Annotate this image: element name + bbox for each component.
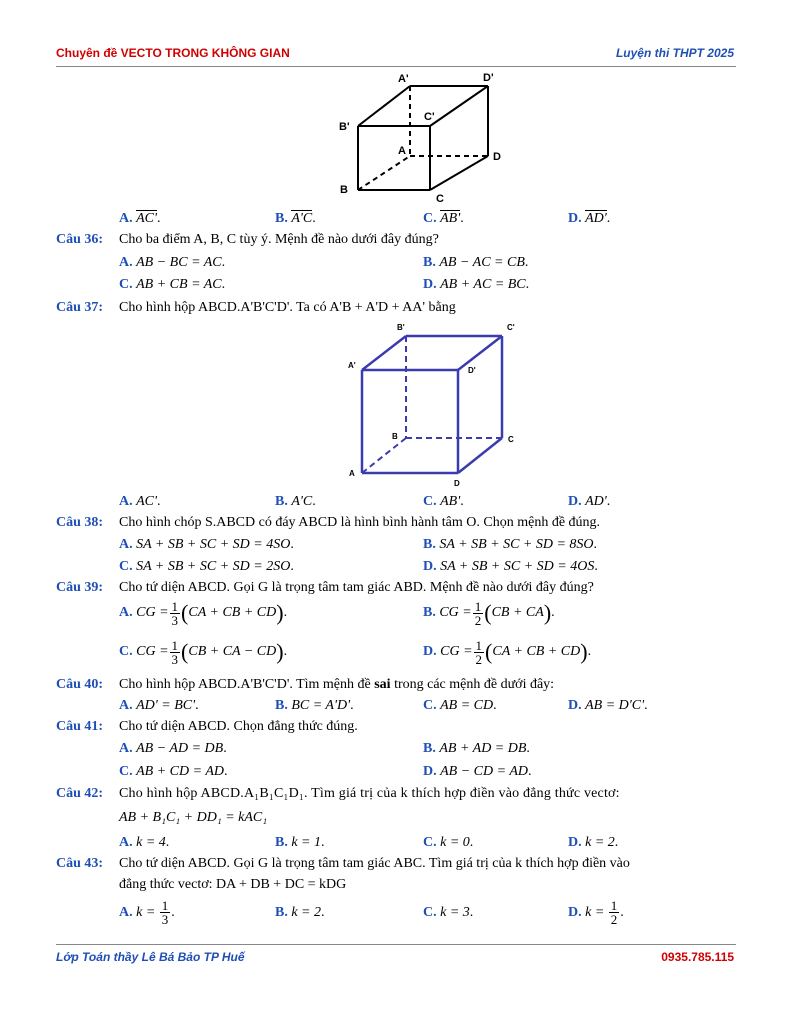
q36-text: Cho ba điểm A, B, C tùy ý. Mệnh đề nào dưới đây đúng? bbox=[119, 232, 439, 247]
vertex-label: D bbox=[493, 151, 501, 163]
q41-option-a[interactable]: A. AB − AD = DB. bbox=[119, 741, 227, 756]
fraction: $\frac{1}{2}$ bbox=[610, 898, 618, 928]
hidden-edge bbox=[362, 438, 406, 473]
vertex-label: C bbox=[436, 193, 444, 205]
q41-number: Câu 41: bbox=[56, 719, 104, 734]
edge bbox=[458, 438, 502, 473]
header-topic: Chuyên đề VECTO TRONG KHÔNG GIAN bbox=[56, 46, 290, 60]
q40-option-b[interactable]: B. BC = A'D'. bbox=[275, 698, 354, 713]
q35-option-d[interactable]: D. AD'. bbox=[568, 211, 611, 226]
page-header bbox=[56, 44, 736, 67]
vertex-label: B' bbox=[339, 121, 350, 133]
header-course: Luyện thi THPT 2025 bbox=[615, 46, 734, 60]
q36-option-d[interactable]: D. AB + AC = BC. bbox=[423, 277, 530, 292]
q40-option-c[interactable]: C. AB = CD. bbox=[423, 698, 497, 713]
vertex-label: D bbox=[454, 479, 460, 488]
q41-option-d[interactable]: D. AB − CD = AD. bbox=[423, 764, 532, 779]
edge bbox=[430, 86, 488, 126]
q35-option-c[interactable]: C. AB'. bbox=[423, 211, 464, 226]
fraction: $\frac{1}{3}$ bbox=[171, 637, 179, 667]
q37-option-b[interactable]: B. A'C. bbox=[275, 494, 316, 509]
q38-option-a[interactable]: A. SA + SB + SC + SD = 4SO. bbox=[119, 537, 294, 552]
vertex-label: C' bbox=[424, 111, 435, 123]
q39-option-c[interactable]: C. CG = $\frac{1}{3}$ (CB + CA − CD). bbox=[119, 637, 288, 667]
q39-option-a[interactable]: A. CG = $\frac{1}{3}$ (CA + CB + CD). bbox=[119, 598, 288, 628]
q36-option-c[interactable]: C. AB + CB = AC. bbox=[119, 277, 226, 292]
q37-text: Cho hình hộp ABCD.A'B'C'D'. Ta có A'B + A'D + AA' bằng bbox=[119, 300, 456, 315]
page-footer bbox=[56, 944, 736, 967]
vertex-label: C bbox=[508, 435, 514, 444]
q36-option-a[interactable]: A. AB − BC = AC. bbox=[119, 255, 226, 270]
q39-option-b[interactable]: B. CG = $\frac{1}{2}$ (CB + CA). bbox=[423, 598, 555, 628]
q36-number: Câu 36: bbox=[56, 232, 104, 247]
figure-box-2 bbox=[342, 320, 524, 490]
q39-text: Cho tứ diện ABCD. Gọi G là trọng tâm tam giác ABD. Mệnh đề nào dưới đây đúng? bbox=[119, 580, 594, 595]
q38-option-b[interactable]: B. SA + SB + SC + SD = 8SO. bbox=[423, 537, 598, 552]
q43-text: Cho tứ diện ABCD. Gọi G là trọng tâm tam giác ABC. Tìm giá trị của k thích hợp điền vào bbox=[119, 856, 630, 871]
q37-option-d[interactable]: D. AD'. bbox=[568, 494, 611, 509]
q41-option-c[interactable]: C. AB + CD = AD. bbox=[119, 764, 228, 779]
q43-option-d[interactable]: D. k = $\frac{1}{2}$ . bbox=[568, 898, 624, 928]
vertex-label: B' bbox=[397, 323, 405, 332]
edge bbox=[358, 86, 410, 126]
vertex-label: C' bbox=[507, 323, 515, 332]
q35-option-a[interactable]: A. AC'. bbox=[119, 211, 161, 226]
q40-option-d[interactable]: D. AB = D'C'. bbox=[568, 698, 648, 713]
q37-option-c[interactable]: C. AB'. bbox=[423, 494, 464, 509]
hidden-edge bbox=[358, 156, 410, 190]
q43-text-line2: đẳng thức vectơ: DA + DB + DC = kDG bbox=[119, 877, 347, 892]
q36-option-b[interactable]: B. AB − AC = CB. bbox=[423, 255, 529, 270]
vertex-label: A bbox=[398, 145, 406, 157]
q37-option-a[interactable]: A. AC'. bbox=[119, 494, 161, 509]
q42-equation: AB + B₁C₁ + DD₁ = kAC₁ bbox=[119, 810, 268, 825]
q38-text: Cho hình chóp S.ABCD có đáy ABCD là hình bình hành tâm O. Chọn mệnh đề đúng. bbox=[119, 515, 601, 530]
q41-option-b[interactable]: B. AB + AD = DB. bbox=[423, 741, 530, 756]
q38-option-d[interactable]: D. SA + SB + SC + SD = 4OS. bbox=[423, 559, 598, 574]
q38-number: Câu 38: bbox=[56, 515, 104, 530]
vertex-label: B bbox=[392, 432, 398, 441]
q40-number: Câu 40: bbox=[56, 677, 104, 692]
footer-teacher: Lớp Toán thầy Lê Bá Bảo TP Huế bbox=[56, 950, 245, 964]
fraction: $\frac{1}{3}$ bbox=[161, 898, 169, 928]
vertex-label: A' bbox=[348, 361, 356, 370]
vertex-label: A bbox=[349, 469, 355, 478]
q39-number: Câu 39: bbox=[56, 580, 104, 595]
q42-option-c[interactable]: C. k = 0. bbox=[423, 835, 474, 850]
q43-number: Câu 43: bbox=[56, 856, 104, 871]
vertex-label: A' bbox=[398, 73, 409, 85]
q38-option-c[interactable]: C. SA + SB + SC + SD = 2SO. bbox=[119, 559, 294, 574]
fraction: $\frac{1}{3}$ bbox=[171, 598, 179, 628]
q42-text: Cho hình hộp ABCD.A₁B₁C₁D₁. Tìm giá trị của k thích hợp điền vào đẳng thức vectơ: bbox=[119, 786, 620, 801]
q42-number: Câu 42: bbox=[56, 786, 104, 801]
q40-text: Cho hình hộp ABCD.A'B'C'D'. Tìm mệnh đề sai trong các mệnh đề dưới đây: bbox=[119, 677, 555, 692]
q37-number: Câu 37: bbox=[56, 300, 104, 315]
figure-box-1 bbox=[330, 68, 520, 208]
vertex-label: D' bbox=[468, 366, 476, 375]
edge bbox=[430, 156, 488, 190]
q42-option-d[interactable]: D. k = 2. bbox=[568, 835, 619, 850]
q43-option-a[interactable]: A. k = $\frac{1}{3}$ . bbox=[119, 898, 175, 928]
q40-option-a[interactable]: A. AD' = BC'. bbox=[119, 698, 199, 713]
q42-option-b[interactable]: B. k = 1. bbox=[275, 835, 325, 850]
q42-option-a[interactable]: A. k = 4. bbox=[119, 835, 170, 850]
q41-text: Cho tứ diện ABCD. Chọn đẳng thức đúng. bbox=[119, 719, 358, 734]
vertex-label: B bbox=[340, 184, 348, 196]
edge bbox=[458, 336, 502, 370]
q43-option-b[interactable]: B. k = 2. bbox=[275, 905, 325, 920]
fraction: $\frac{1}{2}$ bbox=[474, 598, 482, 628]
edge bbox=[362, 336, 406, 370]
vertex-label: D' bbox=[483, 72, 494, 84]
q39-option-d[interactable]: D. CG = $\frac{1}{2}$ (CA + CB + CD). bbox=[423, 637, 592, 667]
fraction: $\frac{1}{2}$ bbox=[475, 637, 483, 667]
q35-option-b[interactable]: B. A'C. bbox=[275, 211, 316, 226]
q43-option-c[interactable]: C. k = 3. bbox=[423, 905, 474, 920]
footer-phone: 0935.785.115 bbox=[661, 950, 734, 964]
